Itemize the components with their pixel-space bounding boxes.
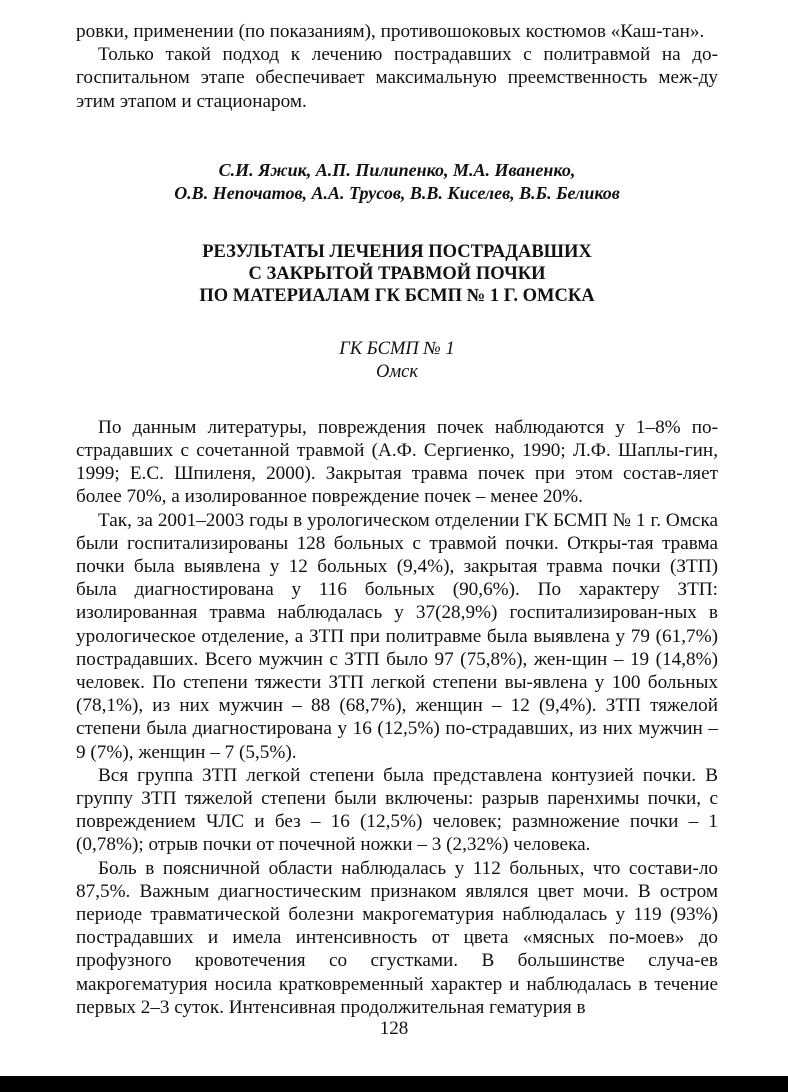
body-paragraph-1: По данным литературы, повреждения почек наблюдаются у 1–8% по-страдавших с сочетанной травмой (А.Ф. Сергиенко, 1990; Л.Ф. Шаплы-гин, 1999; Е.С. Шпиленя, 2000). Закрытая травма почек при этом состав-ляет более 70%, а изолированное повреждение почек – менее 20%. xyxy=(76,416,718,508)
title-line-3: ПО МАТЕРИАЛАМ ГК БСМП № 1 Г. ОМСКА xyxy=(199,285,595,306)
title-line-2: С ЗАКРЫТОЙ ТРАВМОЙ ПОЧКИ xyxy=(248,263,546,284)
affiliation-name: ГК БСМП № 1 xyxy=(339,338,455,359)
page-content xyxy=(76,20,718,1019)
article-body xyxy=(76,416,718,1019)
authors-line-2: О.В. Непочатов, А.А. Трусов, В.В. Киселев, В.Б. Беликов xyxy=(174,182,620,203)
body-paragraph-2: Так, за 2001–2003 годы в урологическом отделении ГК БСМП № 1 г. Омска были госпитализированы 128 больных с травмой почки. Откры-тая травма почки была выявлена у 12 больных (9,4%), закрытая травма почки (ЗТП) была диагностирована у 116 больных (90,6%). По характеру ЗТП: изолированная травма наблюдалась у 37(28,9%) госпитализирован-ных в урологическое отделение, а ЗТП при политравме была выявлена у 79 (61,7%) пострадавших. Всего мужчин с ЗТП было 97 (75,8%), жен-щин – 19 (14,8%) человек. По степени тяжести ЗТП легкой степени вы-явлена у 100 больных (78,1%), из них мужчин – 88 (68,7%), женщин – 12 (9,4%). ЗТП тяжелой степени была диагностирована у 16 (12,5%) по-страдавших, из них мужчин – 9 (7%), женщин – 7 (5,5%). xyxy=(76,509,718,763)
affiliation-city: Омск xyxy=(375,361,419,382)
body-paragraph-4: Боль в поясничной области наблюдалась у 112 больных, что состави-ло 87,5%. Важным диагностическим признаком являлся цвет мочи. В остром периоде травматической болезни макрогематурия наблюдалась у 119 (93%) пострадавших и имела интенсивность от цвета «мясных по-моев» до профузного кровотечения со сгустками. В большинстве случа-ев макрогематурия носила кратковременный характер и наблюдалась в течение первых 2–3 суток. Интенсивная продолжительная гематурия в xyxy=(76,857,718,1018)
article-authors xyxy=(76,159,718,205)
authors-line-1: С.И. Яжик, А.П. Пилипенко, М.А. Иваненко, xyxy=(218,159,576,180)
article-affiliation xyxy=(76,338,718,384)
intro-paragraph-conclusion: Только такой подход к лечению пострадавших с политравмой на до-госпитальном этапе обеспечивает максимальную преемственность меж-ду этим этапом и стационаром. xyxy=(76,44,718,112)
page-number: 128 xyxy=(379,1018,409,1039)
body-paragraph-3: Вся группа ЗТП легкой степени была представлена контузией почки. В группу ЗТП тяжелой степени были включены: разрыв паренхимы почки, с повреждением ЧЛС и без – 16 (12,5%) человек; размножение почки – 1 (0,78%); отрыв почки от почечной ножки – 3 (2,32%) человека. xyxy=(76,764,718,856)
title-line-1: РЕЗУЛЬТАТЫ ЛЕЧЕНИЯ ПОСТРАДАВШИХ xyxy=(202,241,592,262)
scan-bottom-edge xyxy=(0,1076,788,1092)
intro-paragraph-continuation: ровки, применении (по показаниям), противошоковых костюмов «Каш-тан». xyxy=(76,21,705,42)
article-title xyxy=(76,241,718,307)
